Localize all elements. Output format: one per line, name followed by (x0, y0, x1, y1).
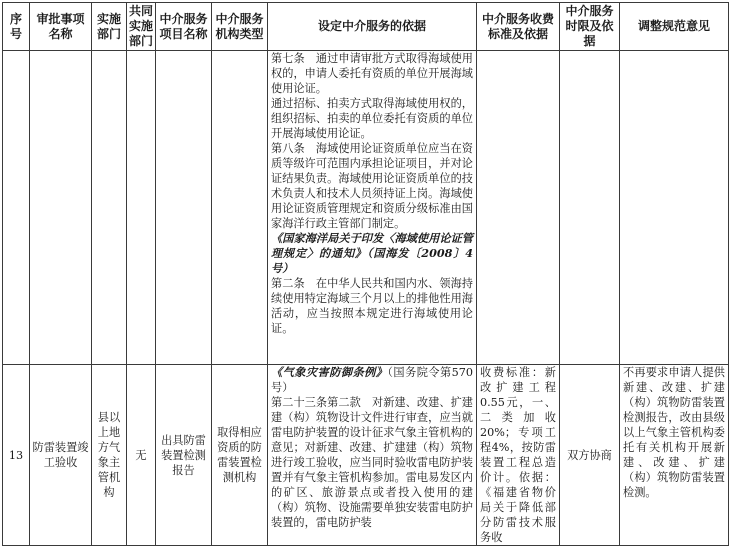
basis-regulation-ref: （国务院令第570号） (271, 366, 473, 394)
row-basis (268, 365, 477, 546)
empty-cell (477, 51, 560, 365)
row-svc-name: 出具防雷装置检测报告 (156, 365, 212, 546)
header-svc-type: 中介服务机构类型 (212, 3, 268, 51)
header-row (3, 3, 729, 51)
header-fee: 中介服务收费标准及依据 (477, 3, 560, 51)
empty-cell (30, 51, 92, 365)
basis-cell (268, 51, 477, 365)
basis-regulation-body: 第二十三条第二款 对新建、改建、扩建建（构）筑物设计文件进行审查，应当就雷电防护装置的设计征求气象主管机构的意见；对新建、改建、扩建建（构）筑物进行竣工验收，应当同时验收雷电防护装置并有气象主管机构参加。雷电易发区内的矿区、旅游景点或者投入使用的建（构）筑物、设施需要单独安装雷电防护装置的，雷电防护装 (271, 396, 473, 529)
row-opinion: 不再要求申请人提供新建、改建、扩建（构）筑物防雷装置检测报告，改由县级以上气象主管机构委托有关机构开展新建、改建、扩建（构）筑物防雷装置检测。 (620, 365, 729, 546)
empty-cell (560, 51, 620, 365)
header-seq: 序号 (3, 3, 30, 51)
header-item: 审批事项名称 (30, 3, 92, 51)
row-fee: 收费标准：新改扩建工程0.55元，一、二类加收20%；专项工程4%，按防雷装置工程总造价计。依据：《福建省物价局关于降低部分防雷技术服务收 (477, 365, 560, 546)
row-item: 防雷装置竣工验收 (30, 365, 92, 546)
header-basis: 设定中介服务的依据 (268, 3, 477, 51)
empty-cell (620, 51, 729, 365)
table-row (3, 365, 729, 546)
row-svc-type: 取得相应资质的防雷装置检测机构 (212, 365, 268, 546)
header-co-dept: 共同实施部门 (127, 3, 156, 51)
table-row (3, 51, 729, 365)
row-time: 双方协商 (560, 365, 620, 546)
empty-cell (127, 51, 156, 365)
basis-paragraph: 第八条 海域使用论证资质单位应当在资质等级许可范围内承担论证项目，并对论证结果负责。海域使用论证资质单位的技术负责人和技术人员须持证上岗。海域使用论证资质管理规定和资质分级标准由国家海洋行政主管部门制定。 (271, 142, 473, 230)
basis-paragraph: 第七条 通过申请审批方式取得海域使用权的，申请人委托有资质的单位开展海域使用论证。 (271, 52, 473, 95)
empty-cell (3, 51, 30, 365)
basis-paragraph-notice: 《国家海洋局关于印发〈海域使用论证管理规定〉的通知》（国海发〔2008〕4号） (271, 231, 473, 275)
basis-paragraph: 通过招标、拍卖方式取得海域使用权的，组织招标、拍卖的单位委托有资质的单位开展海域使用论证。 (271, 97, 473, 140)
header-svc-name: 中介服务项目名称 (156, 3, 212, 51)
header-opinion: 调整规范意见 (620, 3, 729, 51)
row-seq: 13 (3, 365, 30, 546)
basis-regulation-title: 《气象灾害防御条例》 (271, 365, 388, 379)
basis-paragraph: 第二条 在中华人民共和国内水、领海持续使用特定海域三个月以上的排他性用海活动，应当按照本规定进行海域使用论证。 (271, 277, 473, 335)
row-dept: 县以上地方气象主管机构 (92, 365, 127, 546)
row-co-dept: 无 (127, 365, 156, 546)
header-time: 中介服务时限及依据 (560, 3, 620, 51)
empty-cell (92, 51, 127, 365)
empty-cell (156, 51, 212, 365)
intermediary-service-table (2, 2, 729, 546)
header-dept: 实施部门 (92, 3, 127, 51)
empty-cell (212, 51, 268, 365)
